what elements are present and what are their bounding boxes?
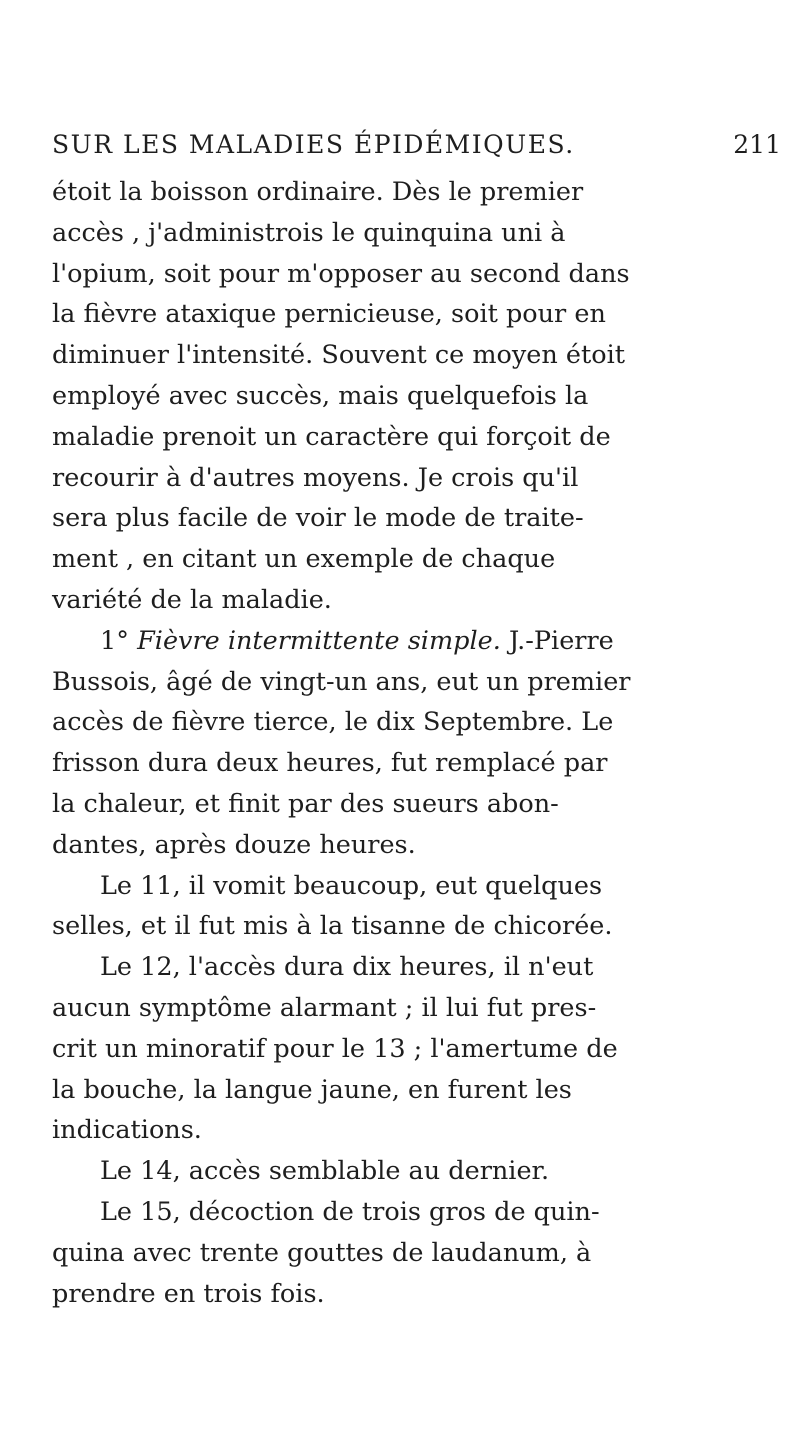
text-line: maladie prenoit un caractère qui forçoit de (52, 421, 611, 452)
paragraph-line: Le 15, décoction de trois gros de quin- (100, 1196, 600, 1227)
text-line: quina avec trente gouttes de laudanum, à (52, 1237, 592, 1268)
text-line: dantes, après douze heures. (52, 829, 416, 860)
text-line: Bussois, âgé de vingt-un ans, eut un premier (52, 666, 631, 697)
page-number: 211 (733, 130, 781, 159)
body-text (52, 172, 792, 1314)
section-heading-line (52, 621, 792, 662)
section-first-line-rest: J.-Pierre (508, 625, 614, 656)
text-line: employé avec succès, mais quelquefois la (52, 380, 589, 411)
text-line: ment , en citant un exemple de chaque (52, 544, 556, 575)
text-line: la fièvre ataxique pernicieuse, soit pour en (52, 299, 606, 330)
paragraph-line: Le 14, accès semblable au dernier. (100, 1156, 550, 1187)
text-line: l'opium, soit pour m'opposer au second dans (52, 258, 630, 289)
text-line: sera plus facile de voir le mode de traite- (52, 503, 584, 534)
text-line: frisson dura deux heures, fut remplacé par (52, 748, 608, 779)
text-line: la chaleur, et finit par des sueurs abon- (52, 788, 559, 819)
text-line: indications. (52, 1115, 202, 1146)
text-line: variété de la maladie. (52, 584, 332, 615)
section-number: 1° (100, 625, 129, 656)
text-line: recourir à d'autres moyens. Je crois qu'il (52, 462, 579, 493)
text-line: crit un minoratif pour le 13 ; l'amertume de (52, 1033, 618, 1064)
text-line: prendre en trois fois. (52, 1278, 325, 1309)
text-line: accès de fièvre tierce, le dix Septembre. Le (52, 707, 614, 738)
text-line: diminuer l'intensité. Souvent ce moyen étoit (52, 340, 625, 371)
section-title: Fièvre intermittente simple. (137, 625, 501, 656)
text-line: étoit la boisson ordinaire. Dès le premier (52, 177, 584, 207)
text-line: selles, et il fut mis à la tisanne de chicorée. (52, 911, 613, 942)
running-title: SUR LES MALADIES ÉPIDÉMIQUES. (52, 130, 575, 159)
text-line: la bouche, la langue jaune, en furent les (52, 1074, 572, 1105)
text-line: aucun symptôme alarmant ; il lui fut pres- (52, 992, 597, 1023)
paragraph-line: Le 11, il vomit beaucoup, eut quelques (100, 870, 603, 901)
running-head (52, 130, 797, 164)
paragraph-line: Le 12, l'accès dura dix heures, il n'eut (100, 952, 594, 983)
text-line: accès , j'administrois le quinquina uni à (52, 217, 566, 248)
